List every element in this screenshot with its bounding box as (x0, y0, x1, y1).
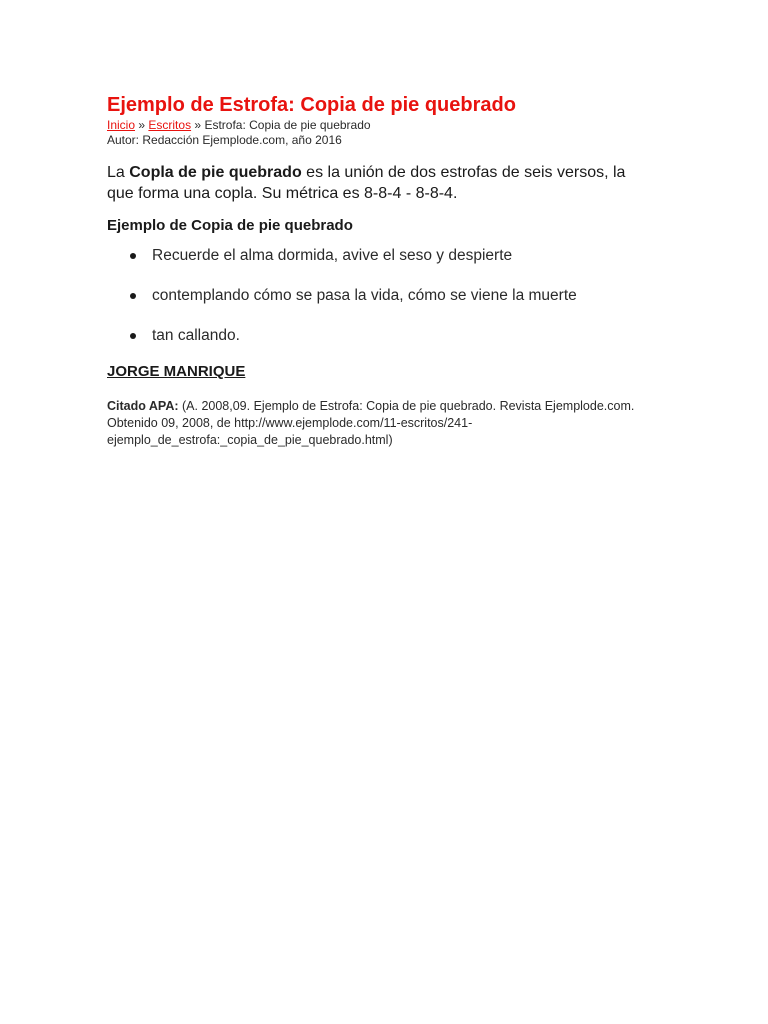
breadcrumb-home-link[interactable]: Inicio (107, 118, 136, 132)
section-heading: Ejemplo de Copia de pie quebrado (107, 217, 353, 234)
article (107, 92, 647, 449)
page-title: Ejemplo de Estrofa: Copia de pie quebrado (107, 94, 516, 116)
verse-item (107, 286, 647, 306)
author-line: Autor: Redacción Ejemplode.com, año 2016 (107, 133, 342, 147)
verse-text: contemplando cómo se pasa la vida, cómo se viene la muerte (152, 287, 577, 304)
verse-item (107, 326, 647, 346)
breadcrumb-current: Estrofa: Copia de pie quebrado (204, 118, 371, 132)
bullet-icon (130, 293, 136, 299)
citation-label: Citado APA: (107, 399, 179, 413)
verse-item (107, 246, 647, 266)
breadcrumb (107, 118, 647, 133)
breadcrumb-separator: » (194, 118, 202, 132)
citation (107, 398, 647, 449)
poem-author: JORGE MANRIQUE (107, 363, 246, 380)
intro-text-before: La (107, 164, 130, 181)
intro-paragraph (107, 162, 647, 204)
bullet-icon (130, 333, 136, 339)
citation-text: (A. 2008,09. Ejemplo de Estrofa: Copia de pie quebrado. Revista Ejemplode.com. Obtenido 09, 2008, de http://www.ejemplode.com/11-escritos/241-ejemplo_de_estrofa:_copia_de_pie_quebrado.html) (107, 399, 635, 447)
bullet-icon (130, 253, 136, 259)
breadcrumb-section-link[interactable]: Escritos (148, 118, 192, 132)
verse-list (107, 246, 647, 346)
breadcrumb-separator: » (138, 118, 146, 132)
verse-text: tan callando. (152, 327, 240, 344)
intro-text-after: es la unión de dos estrofas de seis versos, la que forma una copla. Su métrica es 8-8-4 - 8-8-4. (107, 164, 626, 202)
verse-text: Recuerde el alma dormida, avive el seso y despierte (152, 247, 513, 264)
intro-bold-term: Copla de pie quebrado (129, 164, 302, 181)
